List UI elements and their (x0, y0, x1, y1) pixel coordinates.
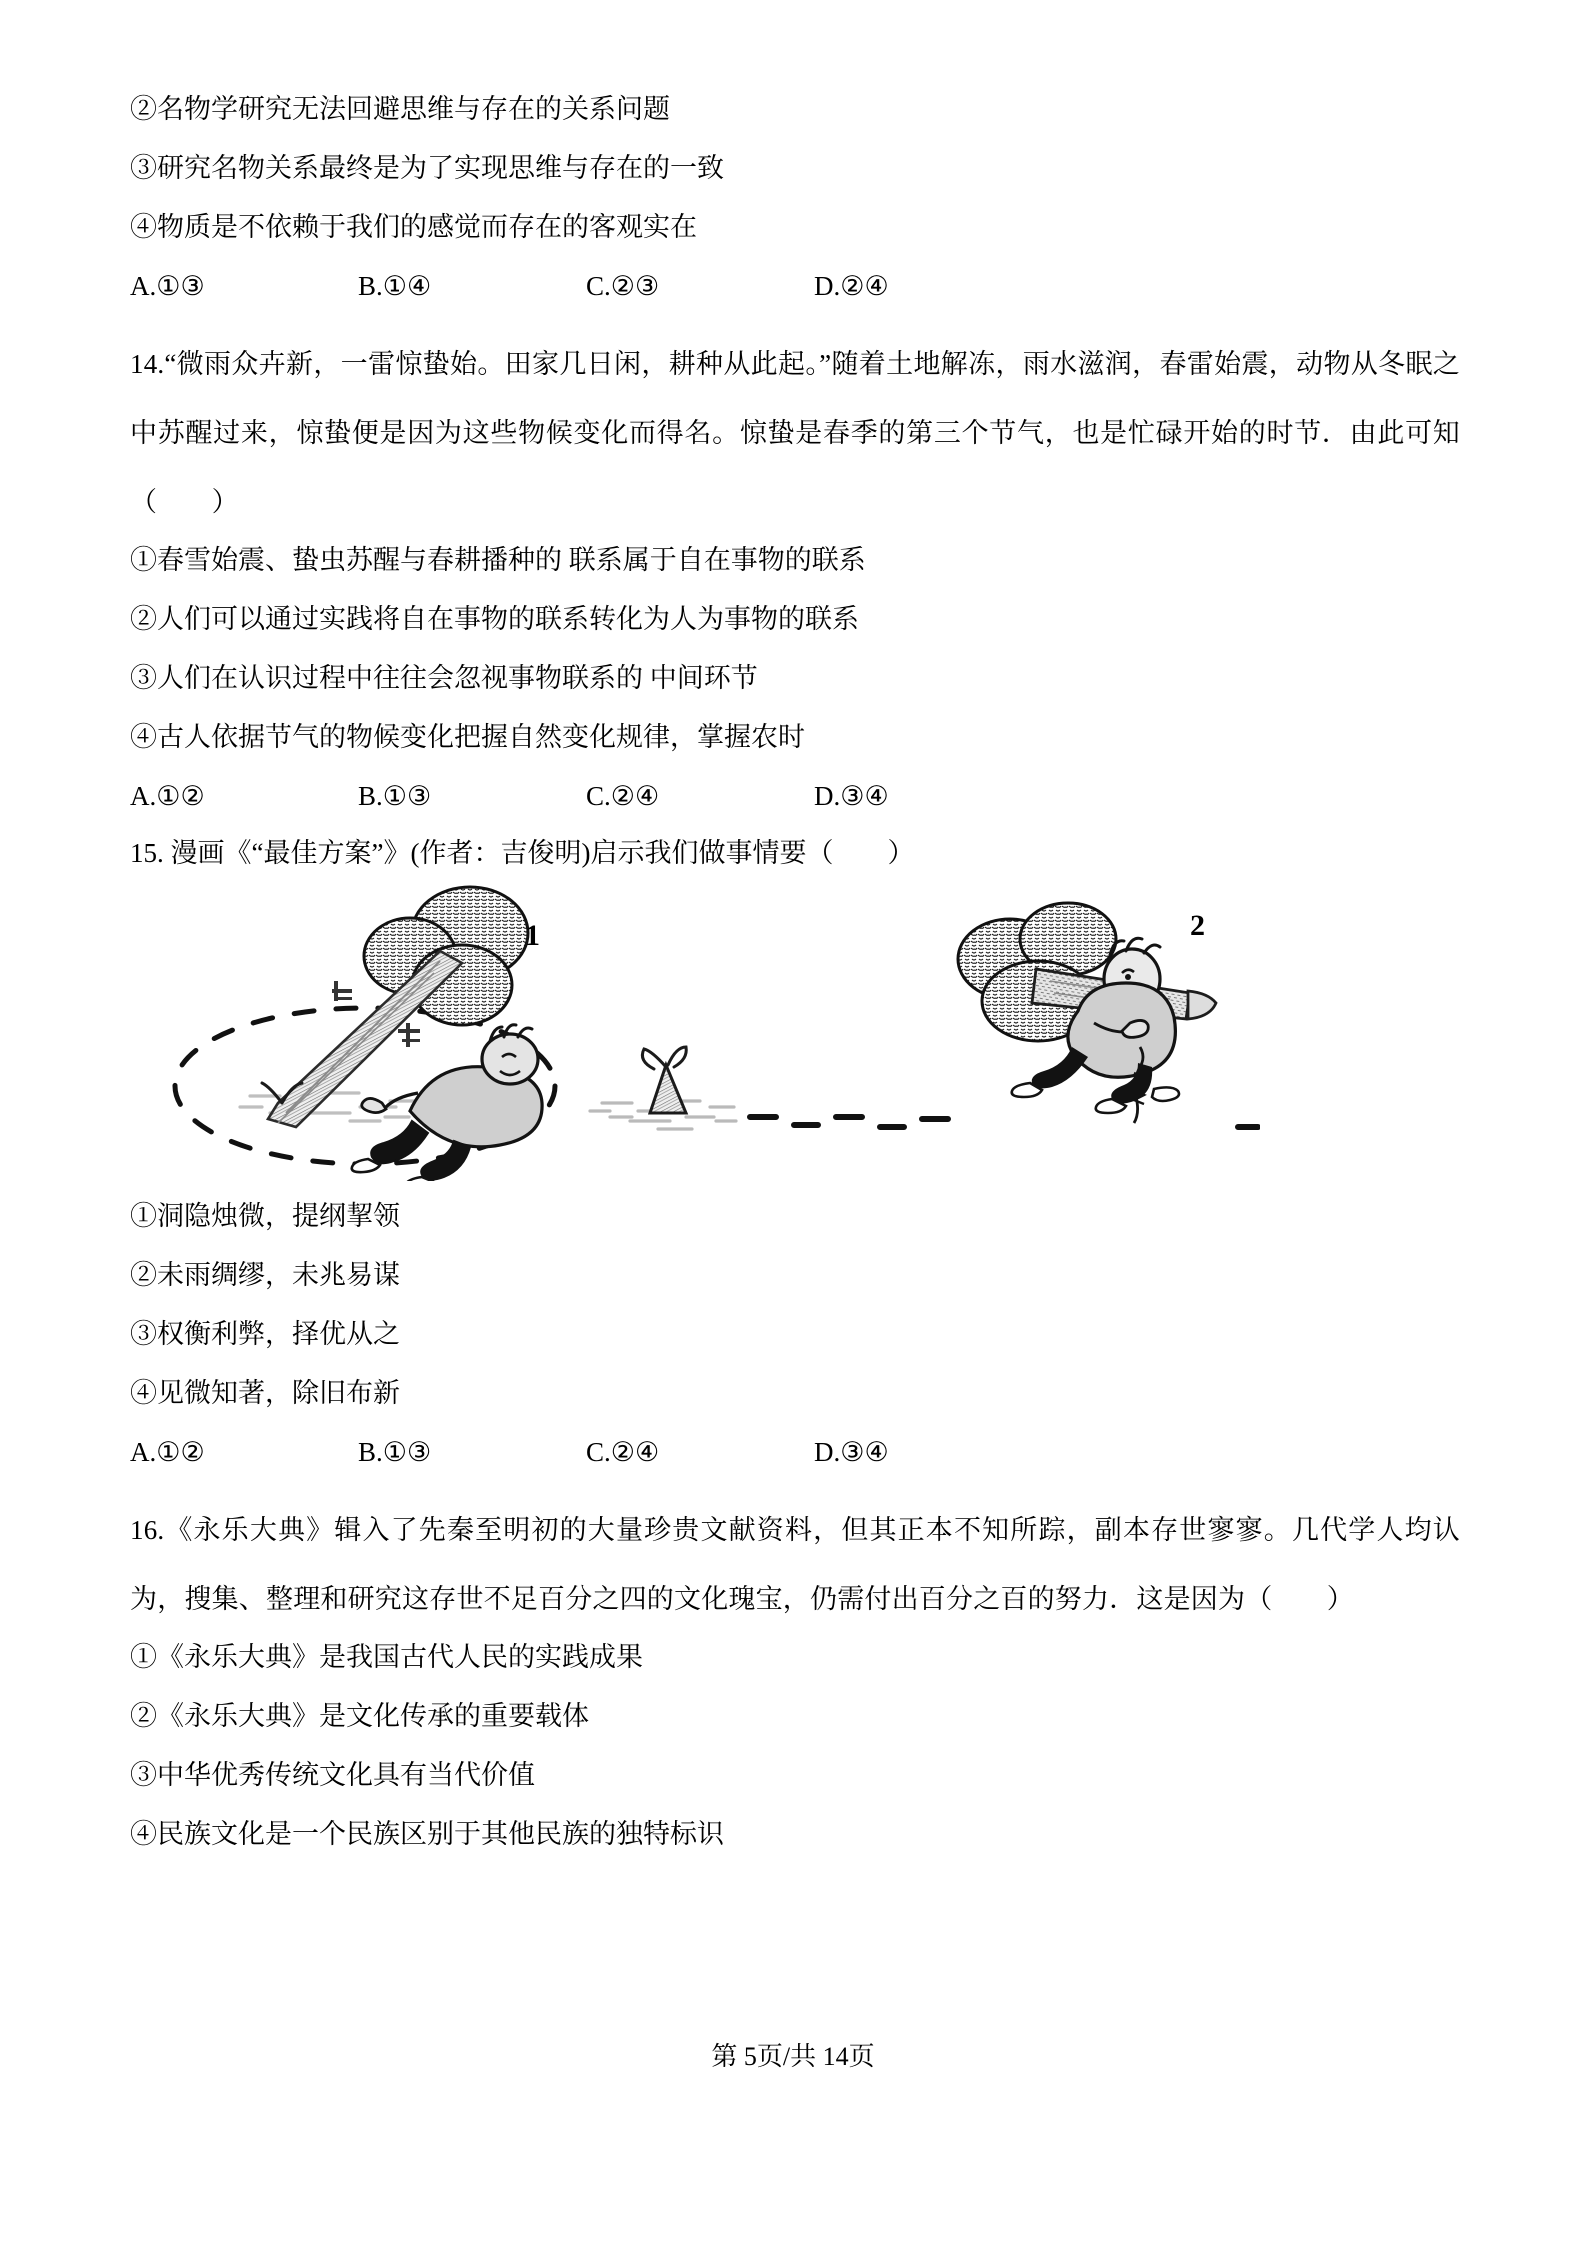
q14-option-c[interactable]: C.②④ (586, 781, 660, 811)
cartoon-stump-middle (590, 1047, 736, 1129)
q16-item-3: ③中华优秀传统文化具有当代价值 (130, 1760, 535, 1790)
q15-option-d[interactable]: D.③④ (814, 1437, 889, 1467)
q15-options (130, 1439, 1460, 1466)
q14-option-b[interactable]: B.①③ (358, 781, 432, 811)
q13-options (130, 273, 1460, 300)
q16-item-1: ①《永乐大典》是我国古代人民的实践成果 (130, 1642, 643, 1672)
q15-item-1: ①洞隐烛微，提纲挈领 (130, 1201, 400, 1231)
q14-item-4: ④古人依据节气的物候变化把握自然变化规律，掌握农时 (130, 722, 805, 752)
cartoon-illustration (110, 881, 1260, 1181)
q14-item-2: ②人们可以通过实践将自在事物的联系转化为人为事物的联系 (130, 604, 859, 634)
q16-stem: 16.《永乐大典》辑入了先秦至明初的大量珍贵文献资料，但其正本不知所踪，副本存世寥寥。几代学人均认为，搜集、整理和研究这存世不足百分之四的文化瑰宝，仍需付出百分之百的努力．这是因为（ ） (130, 1515, 1460, 1614)
dashed-path-right (750, 1117, 1258, 1127)
q13-option-a[interactable]: A.①③ (130, 271, 205, 301)
page-content (130, 96, 1460, 1880)
q14-item-3: ③人们在认识过程中往往会忽视事物联系的 中间环节 (130, 663, 758, 693)
q16-item-2: ②《永乐大典》是文化传承的重要载体 (130, 1701, 589, 1731)
q15-stem: 15. 漫画《“最佳方案”》(作者：吉俊明)启示我们做事情要（ ） (130, 838, 915, 868)
q13-item-3: ③研究名物关系最终是为了实现思维与存在的一致 (130, 153, 724, 183)
q14-option-d[interactable]: D.③④ (814, 781, 889, 811)
page-footer: 第 5页/共 14页 (711, 2042, 875, 2071)
q15-item-4: ④见微知著，除旧布新 (130, 1378, 400, 1408)
cartoon-panel-1 (175, 887, 555, 1181)
q14-options (130, 783, 1460, 810)
q14-item-1: ①春雪始震、蛰虫苏醒与春耕播种的 联系属于自在事物的联系 (130, 545, 866, 575)
q13-option-c[interactable]: C.②③ (586, 271, 660, 301)
q15-item-3: ③权衡利弊，择优从之 (130, 1319, 400, 1349)
q15-option-c[interactable]: C.②④ (586, 1437, 660, 1467)
q13-item-4: ④物质是不依赖于我们的感觉而存在的客观实在 (130, 212, 697, 242)
q13-option-d[interactable]: D.②④ (814, 271, 889, 301)
q14-stem: 14.“微雨众卉新，一雷惊蛰始。田家几日闲，耕种从此起。”随着土地解冻，雨水滋润，春雷始震，动物从冬眠之中苏醒过来，惊蛰便是因为这些物候变化而得名。惊蛰是春季的第三个节气，也是忙碌开始的时节．由此可知（ ） (130, 349, 1460, 517)
q15-option-b[interactable]: B.①③ (358, 1437, 432, 1467)
q16-item-4: ④民族文化是一个民族区别于其他民族的独特标识 (130, 1819, 724, 1849)
q15-option-a[interactable]: A.①② (130, 1437, 205, 1467)
person-pulling-left (352, 1025, 542, 1181)
q14-option-a[interactable]: A.①② (130, 781, 205, 811)
q13-item-2: ②名物学研究无法回避思维与存在的关系问题 (130, 94, 670, 124)
q15-cartoon-figure (110, 881, 1260, 1181)
cartoon-panel-2 (958, 903, 1216, 1123)
cartoon-panel-label-1: 1 (525, 919, 540, 952)
q13-option-b[interactable]: B.①④ (358, 271, 432, 301)
q15-item-2: ②未雨绸缪，未兆易谋 (130, 1260, 400, 1290)
cartoon-panel-label-2: 2 (1190, 909, 1205, 942)
